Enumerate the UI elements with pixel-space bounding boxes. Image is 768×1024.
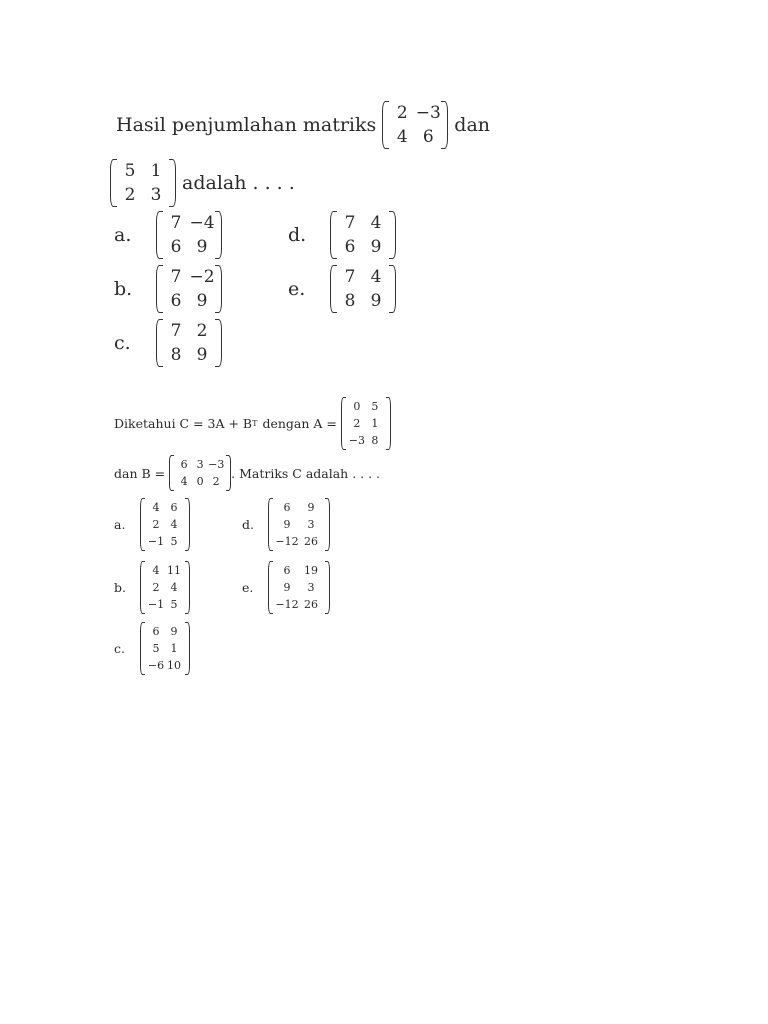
matrix-left-bracket [156, 319, 163, 367]
question-1-option-c[interactable] [114, 319, 228, 367]
matrix-cell: 1 [150, 161, 162, 181]
matrix-right-bracket [441, 101, 448, 149]
matrix-right-bracket [215, 211, 222, 259]
matrix-cell: −3 [348, 434, 365, 447]
question-1-stem-text: Hasil penjumlahan matriks [116, 114, 377, 136]
matrix-cell: −6 [147, 659, 165, 672]
question-2-stem-end: . Matriks C adalah . . . . [231, 465, 381, 481]
matrix-entries [273, 561, 325, 614]
matrix-right-bracket [325, 561, 330, 614]
matrix-cell: 1 [170, 642, 178, 655]
matrix-cell: 9 [196, 291, 208, 311]
matrix-cell: 7 [170, 321, 182, 341]
matrix-cell: 3 [307, 518, 315, 531]
option-matrix [268, 498, 330, 551]
matrix-cell: −1 [147, 598, 165, 611]
matrix-cell: 7 [170, 213, 182, 233]
matrix-b [169, 455, 231, 491]
option-label: d. [288, 224, 307, 246]
matrix-cell: 3 [307, 581, 315, 594]
option-label: c. [114, 641, 125, 656]
matrix-cell: 4 [180, 475, 188, 488]
matrix-cell: 2 [212, 475, 220, 488]
matrix-cell: 2 [152, 518, 160, 531]
matrix-entries [145, 498, 185, 551]
question-2-stem-connector: dengan A = [262, 416, 337, 431]
matrix-left-bracket [382, 101, 389, 149]
option-label: d. [242, 517, 254, 532]
matrix-cell: 4 [396, 127, 408, 147]
question-2-option-e[interactable] [242, 561, 334, 614]
matrix-cell: 6 [422, 127, 434, 147]
matrix-cell: 9 [370, 237, 382, 257]
matrix-cell: 9 [283, 518, 291, 531]
matrix-cell: 6 [344, 237, 356, 257]
option-matrix [268, 561, 330, 614]
question-2-stem-prefix: dan B = [114, 465, 166, 481]
matrix-cell: 2 [124, 185, 136, 205]
matrix-entries [273, 498, 325, 551]
matrix-right-bracket [389, 211, 396, 259]
matrix-right-bracket [215, 319, 222, 367]
matrix-entries [117, 159, 169, 207]
question-1-option-b[interactable] [114, 265, 228, 313]
matrix-entries [145, 561, 185, 614]
option-matrix [156, 319, 222, 367]
option-matrix [140, 622, 190, 675]
option-label: c. [114, 332, 131, 354]
transpose-superscript: T [252, 419, 258, 428]
option-label: e. [242, 580, 254, 595]
matrix-cell: 8 [371, 434, 379, 447]
option-label: e. [288, 278, 306, 300]
matrix-cell: 5 [371, 400, 379, 413]
matrix-right-bracket [185, 498, 190, 551]
matrix-left-bracket [110, 159, 117, 207]
matrix-entries [145, 622, 185, 675]
matrix-cell: 4 [152, 501, 160, 514]
matrix-right-bracket [325, 498, 330, 551]
matrix-cell: 8 [344, 291, 356, 311]
matrix-right-bracket [185, 561, 190, 614]
matrix-cell: 2 [152, 581, 160, 594]
matrix-cell: 7 [344, 213, 356, 233]
matrix-cell: 4 [370, 267, 382, 287]
matrix-cell: 0 [196, 475, 204, 488]
matrix-cell: 2 [396, 103, 408, 123]
matrix-cell: 4 [170, 581, 178, 594]
option-matrix [156, 211, 222, 259]
matrix-cell: 2 [196, 321, 208, 341]
question-1-stem-line-1 [116, 101, 490, 149]
matrix-left-bracket [330, 265, 337, 313]
matrix-cell: −12 [275, 598, 299, 611]
question-2-option-c[interactable] [114, 622, 194, 675]
question-1-option-d[interactable] [288, 211, 402, 259]
matrix-cell: −1 [147, 535, 165, 548]
question-1-stem-end: adalah . . . . [182, 172, 295, 194]
matrix-cell: 9 [307, 501, 315, 514]
matrix-cell: 5 [152, 642, 160, 655]
matrix-cell: 9 [283, 581, 291, 594]
matrix-cell: −12 [275, 535, 299, 548]
matrix-entries [346, 397, 386, 450]
matrix-cell: 26 [304, 598, 318, 611]
matrix-cell: 9 [196, 237, 208, 257]
matrix-left-bracket [156, 265, 163, 313]
matrix-cell: 6 [170, 237, 182, 257]
matrix-cell: 9 [370, 291, 382, 311]
option-matrix [330, 265, 396, 313]
option-label: b. [114, 278, 133, 300]
matrix-cell: −2 [189, 267, 215, 287]
question-2-option-d[interactable] [242, 498, 334, 551]
matrix-cell: 9 [196, 345, 208, 365]
question-2-stem-line-2 [114, 455, 380, 491]
matrix-entries [163, 319, 215, 367]
matrix-entries [163, 211, 215, 259]
option-matrix [140, 561, 190, 614]
matrix-right-bracket [215, 265, 222, 313]
question-2-stem-text: Diketahui C = 3A + B [114, 416, 253, 431]
question-1-stem-line-2 [110, 159, 295, 207]
option-matrix [330, 211, 396, 259]
matrix-cell: −3 [208, 458, 225, 471]
matrix-entries [337, 211, 389, 259]
matrix-cell: 5 [124, 161, 136, 181]
matrix-cell: 4 [170, 518, 178, 531]
question-1-option-a[interactable] [114, 211, 228, 259]
matrix-cell: 3 [196, 458, 204, 471]
matrix-cell: 6 [283, 564, 291, 577]
matrix-cell: 7 [344, 267, 356, 287]
option-matrix [140, 498, 190, 551]
matrix-cell: 11 [167, 564, 181, 577]
matrix-b [110, 159, 176, 207]
matrix-cell: 26 [304, 535, 318, 548]
matrix-a [382, 101, 448, 149]
matrix-entries [389, 101, 441, 149]
option-label: a. [114, 517, 126, 532]
matrix-cell: −4 [189, 213, 215, 233]
matrix-right-bracket [389, 265, 396, 313]
question-1-option-e[interactable] [288, 265, 402, 313]
matrix-entries [163, 265, 215, 313]
matrix-cell: 10 [167, 659, 181, 672]
matrix-cell: 4 [152, 564, 160, 577]
matrix-right-bracket [185, 622, 190, 675]
matrix-entries [337, 265, 389, 313]
matrix-cell: 6 [152, 625, 160, 638]
matrix-cell: 6 [170, 291, 182, 311]
matrix-cell: 3 [150, 185, 162, 205]
matrix-cell: 9 [170, 625, 178, 638]
question-1-stem-connector: dan [454, 114, 491, 136]
matrix-a [341, 397, 391, 450]
option-label: b. [114, 580, 126, 595]
question-2-option-b[interactable] [114, 561, 194, 614]
matrix-cell: 7 [170, 267, 182, 287]
matrix-cell: −3 [415, 103, 441, 123]
matrix-cell: 6 [283, 501, 291, 514]
matrix-right-bracket [169, 159, 176, 207]
matrix-cell: 5 [170, 598, 178, 611]
question-2-option-a[interactable] [114, 498, 194, 551]
option-matrix [156, 265, 222, 313]
option-label: a. [114, 224, 132, 246]
question-2-stem-line-1 [114, 397, 395, 450]
matrix-entries [174, 455, 226, 491]
matrix-cell: 1 [371, 417, 379, 430]
matrix-cell: 5 [170, 535, 178, 548]
matrix-cell: 19 [304, 564, 318, 577]
matrix-cell: 0 [353, 400, 361, 413]
matrix-left-bracket [330, 211, 337, 259]
matrix-left-bracket [156, 211, 163, 259]
matrix-right-bracket [386, 397, 391, 450]
matrix-cell: 6 [170, 501, 178, 514]
matrix-cell: 8 [170, 345, 182, 365]
matrix-cell: 4 [370, 213, 382, 233]
matrix-cell: 6 [180, 458, 188, 471]
matrix-cell: 2 [353, 417, 361, 430]
